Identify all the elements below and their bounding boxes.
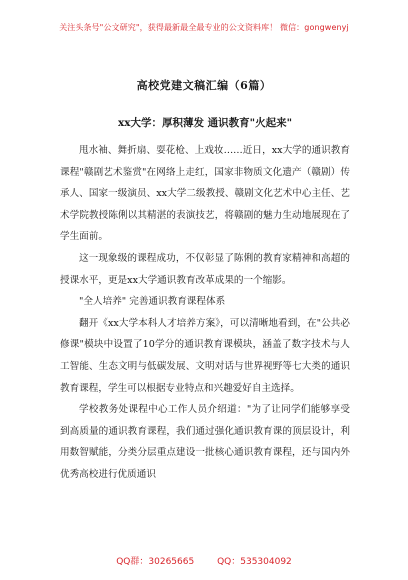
document-title: 高校党建文稿汇编（6篇） [136, 79, 272, 92]
footer-contact [0, 554, 408, 567]
paragraph: 学校教务处课程中心工作人员介绍道："为了让同学们能够享受到高质量的通识教育课程，我们通过强化通识教育课的顶层设计，利用数智赋能，分类分层重点建设一批核心通识教育课程，还与国内外优秀高校进行优质通识 [60, 404, 350, 480]
section-heading: xx大学：厚积薄发 通识教育"火起来" [117, 117, 293, 129]
paragraph: 甩水袖、舞折扇、耍花枪、上戏妆……近日，xx大学的通识教育课程"赣剧艺术鉴赏"在网络上走红，国家非物质文化遗产（赣剧）传承人、国家一级演员、xx大学二级教授、赣剧文化艺术中心主任、艺术学院教授陈俐以其精湛的表演技艺，将赣剧的魅力生动地展现在了学生面前。 [60, 145, 350, 243]
footer-qq-group: QQ群：30265665 [116, 557, 195, 567]
paragraph: 这一现象级的课程成功，不仅彰显了陈俐的教育家精神和高超的授课水平，更是xx大学通识教育改革成果的一个缩影。 [60, 252, 350, 286]
article-body [60, 115, 350, 486]
subheading: "全人培养" 完善通识教育课程体系 [79, 296, 226, 308]
footer-qq: QQ：535304092 [217, 557, 292, 567]
header-banner: 关注头条号"公文研究"，获得最新最全最专业的公文资料库！ 微信：gongwenyj [59, 23, 349, 32]
paragraph: 翻开《xx大学本科人才培养方案》，可以清晰地看到，在"公共必修课"模块中设置了10学分的通识教育课模块，涵盖了数字技术与人工智能、生态文明与低碳发展、文明对话与世界视野等七大类的通识教育课程，学生可以根据专业特点和兴趣爱好自主选择。 [60, 317, 350, 394]
